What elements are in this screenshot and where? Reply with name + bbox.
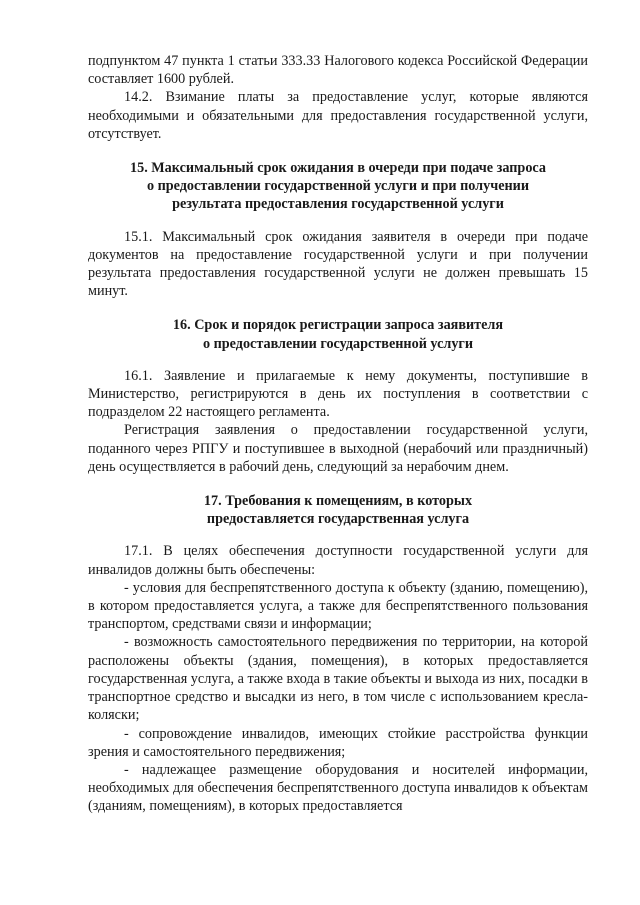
section-16-heading-line2: о предоставлении государственной услуги [202, 335, 474, 352]
list-item-4: - надлежащее размещение оборудования и носителей информации, необходимых для обеспечения беспрепятственного доступа инвалидов к объектам (зданиям, помещениям), в которых предоставляется [88, 761, 588, 815]
paragraph-15-1: 15.1. Максимальный срок ожидания заявителя в очереди при подаче документов на предоставление государственной услуги и при получении результата предоставления государственной услуги не должен превышать 15 минут. [88, 228, 588, 300]
document-page [88, 52, 588, 816]
list-item-2: - возможность самостоятельного передвижения по территории, на которой расположены объекты (здания, помещения), в которых предоставляется государственная услуга, а также входа в такие объекты и выхода из них, посадки в транспортное средство и высадки из него, в том числе с использованием кресла-коляски; [88, 634, 588, 724]
paragraph-14-2: 14.2. Взимание платы за предоставление услуг, которые являются необходимыми и обязательными для предоставления государственной услуги, отсутствует. [88, 89, 588, 142]
continuation-paragraph: подпунктом 47 пункта 1 статьи 333.33 Налогового кодекса Российской Федерации составляет 1600 рублей. [88, 53, 588, 88]
list-item-3: - сопровождение инвалидов, имеющих стойкие расстройства функции зрения и самостоятельного передвижения; [88, 725, 588, 760]
section-16-heading-line1: 16. Срок и порядок регистрации запроса заявителя [172, 317, 504, 334]
section-17-heading-line1: 17. Требования к помещениям, в которых [203, 493, 473, 510]
section-15-heading-line2: о предоставлении государственной услуги и при получении [146, 178, 530, 195]
paragraph-16-2: Регистрация заявления о предоставлении государственной услуги, поданного через РПГУ и поступившее в выходной (нерабочий или праздничный) день осуществляется в рабочий день, следующий за нерабочим днем. [88, 422, 588, 475]
section-17-heading-line2: предоставляется государственная услуга [206, 511, 470, 528]
section-15-heading-line1: 15. Максимальный срок ожидания в очереди при подаче запроса [130, 160, 546, 177]
paragraph-16-1: 16.1. Заявление и прилагаемые к нему документы, поступившие в Министерство, регистрируются в день их поступления в соответствии с подразделом 22 настоящего регламента. [88, 367, 588, 421]
paragraph-17-1: 17.1. В целях обеспечения доступности государственной услуги для инвалидов должны быть обеспечены: [88, 543, 588, 578]
list-item-1: - условия для беспрепятственного доступа к объекту (зданию, помещению), в котором предоставляется услуга, а также для беспрепятственного пользования транспортом, средствами связи и информации; [88, 579, 588, 633]
section-15-heading-line3: результата предоставления государственной услуги [172, 196, 504, 213]
